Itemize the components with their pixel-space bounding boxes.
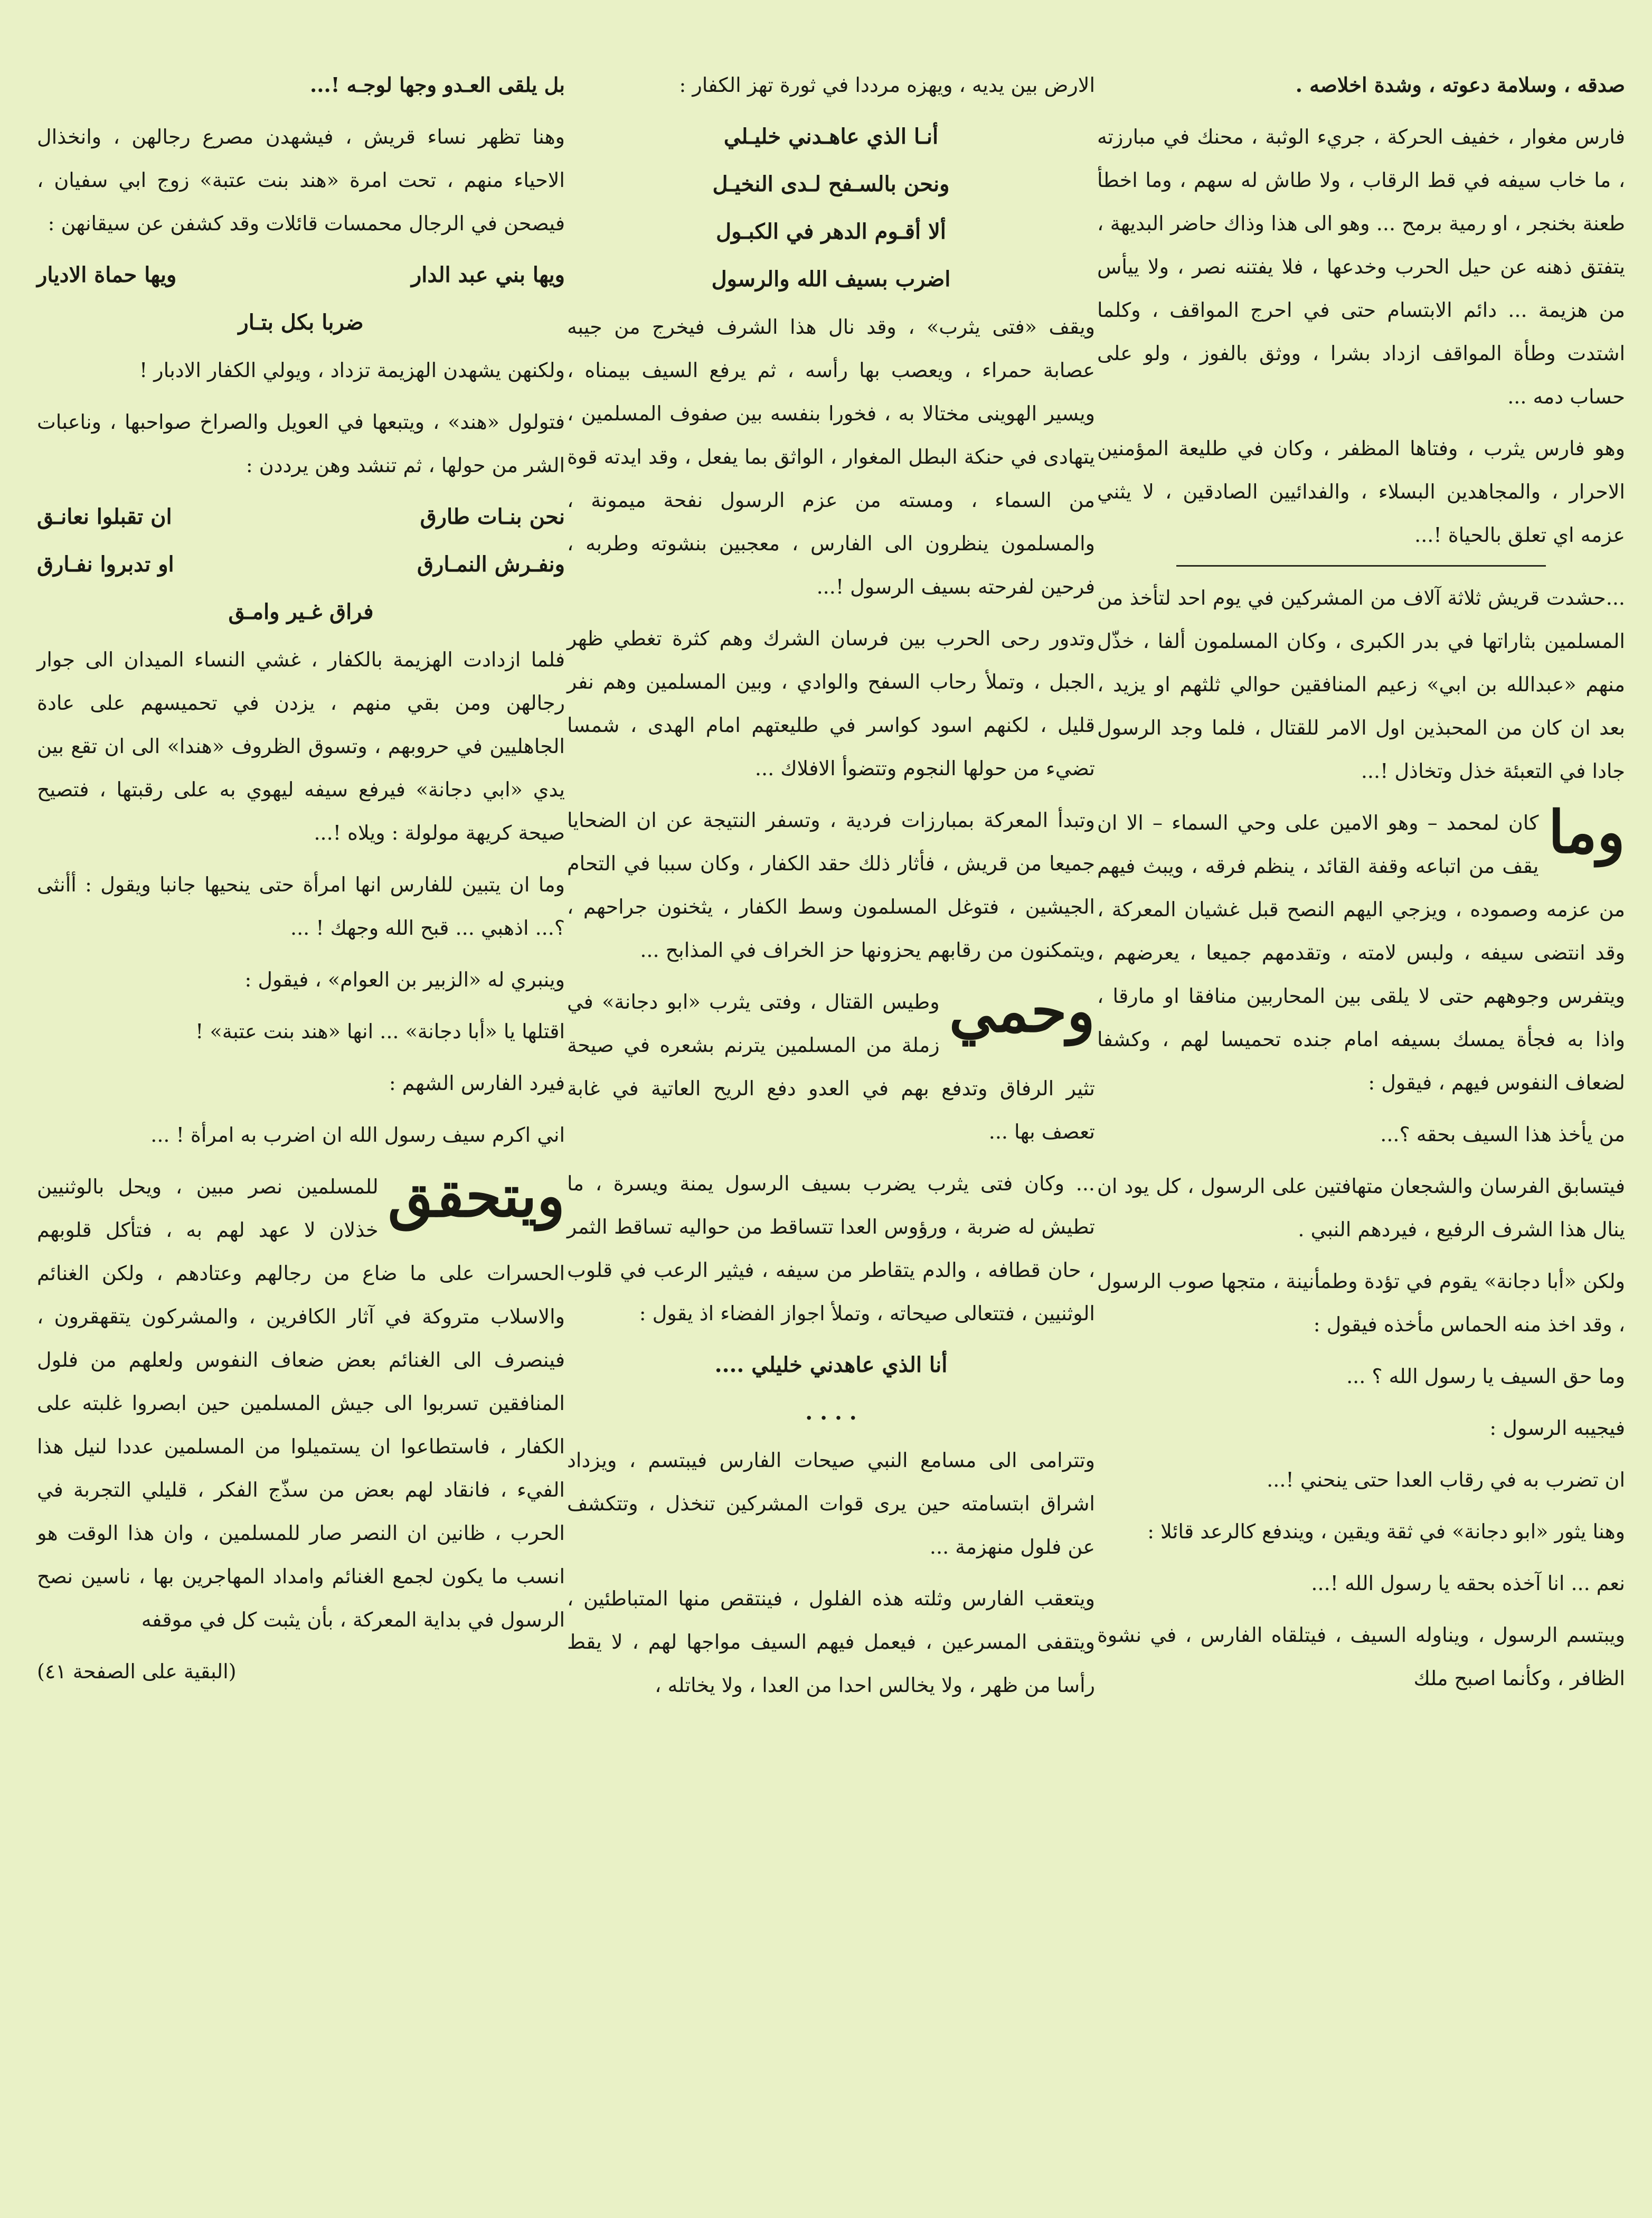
paragraph: ويقف «فتى يثرب» ، وقد نال هذا الشرف فيخرج من جيبه عصابة حمراء ، ويعصب بها رأسه ، ثم يرفع السيف بيمناه ، ويسير الهوينى مختالا به ، فخورا بنفسه بين صفوف المسلمين ، يتهادى في حنكة البطل المغوار ، الواثق بما يفعل ، وقد ايدته قوة من السماء ، ومسته من عزم الرسول نفحة ميمونة ، والمسلمون ينظرون الى الفارس ، معجبين بنشوته وطربه ، فرحين لفرحته بسيف الرسول !... [567,315,1095,598]
verse-line: أنـا الذي عاهـدني خليـلي [723,124,939,149]
paragraph-text: كان لمحمد – وهو الامين على وحي السماء – الا ان يقف من اتباعه وقفة القائد ، ينظم فرقه ، ويبث فيهم من عزمه وصموده ، ويزجي اليهم النصح قبل غشيان المعركة ، وقد انتضى سيفه ، ولبس لامته ، وتقدمهم جميعا ، يعرضهم ، ويتفرس وجوههم حتى لا يلقى بين المحاربين منافقا او مارقا ، واذا به فجأة يمسك بسيفه امام جنده تحميسا لهم ، وكشفا لضعاف النفوس فيهم ، فيقول : [1097,811,1625,1094]
paragraph: ولكن «أبا دجانة» يقوم في تؤدة وطمأنينة ، متجها صوب الرسول ، وقد اخذ منه الحماس مأخذه فيقول : [1097,1270,1625,1336]
paragraph: وتترامى الى مسامع النبي صيحات الفارس فيبتسم ، ويزداد اشراق ابتسامته حين يرى قوات المشركين تنخذل ، وتتكشف عن فلول منهزمة ... [567,1449,1095,1558]
drop-cap: ويتحقق [388,1162,565,1230]
paragraph: وهنا تظهر نساء قريش ، فيشهدن مصرع رجالهن ، وانخذال الاحياء منهم ، تحت امرة «هند بنت عتبة» زوج ابي سفيان ، فيصحن في الرجال محمسات قائلات وقد كشفن عن سيقانهن : [37,125,565,235]
paragraph-text: للمسلمين نصر مبين ، ويحل بالوثنيين خذلان لا عهد لهم به ، فتأكل قلوبهم الحسرات على ما ضاع من رجالهم وعتادهم ، ولكن الغنائم والاسلاب متروكة في آثار الكافرين ، والمشركون يتقهقرون ، فينصرف الى الغنائم بعض ضعاف النفوس ولعلهم من فلول المنافقين تسربوا الى جيش المسلمين حين ابصروا غلبته على الكفار ، فاستطاعوا ان يستميلوا من المسلمين عددا لنيل هذا الفيء ، فانقاد لهم بعض من سذّج الفكر ، قليلي التجربة في الحرب ، ظانين ان النصر صار للمسلمين ، وان هذا الوقت هو انسب ما يكون لجمع الغنائم وامداد المهاجرين بها ، ناسين نصح الرسول في بداية المعركة ، بأن يثبت كل في موقفه [37,1175,565,1631]
paragraph: فارس مغوار ، خفيف الحركة ، جريء الوثبة ، محنك في مبارزته ، ما خاب سيفه في قط الرقاب ، ولا طاش له سهم ، وما اخطأ طعنة بخنجر ، او رمية برمح ... وهو الى هذا وذاك حاضر البديهة ، يتفتق ذهنه عن حيل الحرب وخدعها ، فلا يفتنه نصر ، ولا ييأس من هزيمة ... دائم الابتسام حتى في احرج المواقف ، وكلما اشتدت وطأة المواقف ازداد بشرا ، ووثق بالفوز ، ولو على حساب دمه ... [1097,125,1625,408]
paragraph: فتولول «هند» ، ويتبعها في العويل والصراخ صواحبها ، وناعبات الشر من حولها ، ثم تنشد وهن يرددن : [37,410,565,477]
paragraph: من يأخذ هذا السيف بحقه ؟... [1380,1123,1625,1146]
paragraph [37,1162,565,1641]
paragraph-text: وطيس القتال ، وفتى يثرب «ابو دجانة» في زملة من المسلمين يترنم بشعره في صيحة تثير الرفاق وتدفع بهم في العدو دفع الريح العاتية في غابة تعصف بها ... [567,990,1096,1143]
paragraph: وتدور رحى الحرب بين فرسان الشرك وهم كثرة تغطي ظهر الجبل ، وتملأ رحاب السفح والوادي ، وبين المسلمين وهم نفر قليل ، لكنهم اسود كواسر في طليعتهم امام الهدى ، شمسا تضيء من حولها النجوم وتتضوأ الافلاك ... [567,627,1095,780]
paragraph: ...حشدت قريش ثلاثة آلاف من المشركين في يوم احد لتأخذ من المسلمين بثاراتها في بدر الكبرى ، وكان المسلمون ألفا ، خذّل منهم «عبدالله بن ابي» زعيم المنافقين حوالي ثلثهم او يزيد ، بعد ان كان من المحبذين اول الامر للقتال ، فلما وجد الرسول جادا في التعبئة خذل وتخاذل !... [1097,586,1625,783]
verse-hemistich: او تدبروا نفـارق [37,552,174,577]
paragraph: ولكنهن يشهدن الهزيمة تزداد ، ويولي الكفار الادبار ! [139,359,565,382]
verse-line: أنا الذي عاهدني خليلي .... [714,1352,948,1377]
paragraph: وما حق السيف يا رسول الله ؟ ... [1346,1365,1625,1388]
verse-hemistich: ان تقبلوا نعانـق [37,504,172,529]
drop-cap: وحمي [949,977,1095,1045]
paragraph: نعم ... انا آخذه بحقه يا رسول الله !... [1311,1572,1625,1595]
verse-hemistich: نحن بنـات طارق [420,504,565,529]
paragraph: وينبري له «الزبير بن العوام» ، فيقول : [244,968,565,991]
paragraph [567,977,1096,1153]
paragraph: فيتسابق الفرسان والشجعان متهافتين على الرسول ، كل يود ان ينال هذا الشرف الرفيع ، فيردهم النبي . [1097,1174,1625,1241]
verse-line: ألا أقـوم الدهر في الكبـول [716,219,946,244]
paragraph: صدقه ، وسلامة دعوته ، وشدة اخلاصه . [1295,73,1625,97]
verse-row [37,543,565,586]
paragraph: بل يلقى العـدو وجها لوجـه !... [310,73,565,97]
ellipsis: . . . . [805,1400,857,1425]
column-left [37,63,565,2155]
paragraph: ويتعقب الفارس وثلته هذه الفلول ، فينتقص منها المتباطئين ، ويتقفى المسرعين ، فيعمل فيهم السيف مواجها لهم ، لا يقط رأسا من ظهر ، ولا يخالس احدا من العدا ، ولا يخاتله ، [567,1587,1095,1697]
paragraph: فيرد الفارس الشهم : [389,1072,565,1095]
column-middle [567,63,1095,2155]
continued-note: (البقية على الصفحة ٤١) [37,1660,237,1683]
verse-hemistich: ويها بني عبد الدار [411,262,565,287]
drop-cap: وما [1548,798,1625,866]
paragraph [1097,798,1625,1104]
paragraph: وهو فارس يثرب ، وفتاها المظفر ، وكان في طليعة المؤمنين الاحرار ، والمجاهدين البسلاء ، والفدائيين الصادقين ، لا يثني عزمه اي تعلق بالحياة !... [1097,437,1625,547]
paragraph: ان تضرب به في رقاب العدا حتى ينحني !... [1267,1468,1625,1491]
paragraph: ... وكان فتى يثرب يضرب بسيف الرسول يمنة ويسرة ، ما تطيش له ضربة ، ورؤوس العدا تتساقط من حواليه تساقط الثمر ، حان قطافه ، والدم يتقاطر من سيفه ، فيثير الرعب في قلوب الوثنيين ، فتتعالى صيحاته ، وتملأ اجواز الفضاء اذ يقول : [567,1172,1095,1325]
paragraph: فيجيبه الرسول : [1489,1416,1625,1440]
paragraph: وما ان يتبين للفارس انها امرأة حتى ينحيها جانبا ويقول : أأنثى ؟... اذهبي ... قبح الله وجهك ! ... [37,873,565,939]
paragraph: وتبدأ المعركة بمبارزات فردية ، وتسفر النتيجة عن ان الضحايا جميعا من قريش ، فأثار ذلك حقد الكفار ، وكان سببا في التحام الجيشين ، فتوغل المسلمون وسط الكفار ، يثخنون جراحهم ، ويتمكنون من رقابهم يحزونها حز الخراف في المذابح ... [567,809,1095,962]
verse-row [37,495,565,539]
verse-hemistich: ويها حماة الاديار [37,262,177,287]
verse-hemistich: ونفـرش النمـارق [417,552,565,577]
verse-line: اضرب بسيف الله والرسول [711,267,951,292]
paragraph: فلما ازدادت الهزيمة بالكفار ، غشي النساء الميدان الى جوار رجالهن ومن بقي منهم ، يزدن في تحميسهم على عادة الجاهليين في حروبهم ، وتسوق الظروف «هندا» الى ان تقع بين يدي «ابي دجانة» فيرفع سيفه ليهوي به على رقبتها ، فتصيح صيحة كريهة مولولة : ويلاه !... [37,648,565,844]
divider [1176,565,1546,567]
paragraph: اقتلها يا «أبا دجانة» ... انها «هند بنت عتبة» ! [195,1020,565,1043]
verse-line: ضربا بكل بتـار [238,310,364,335]
paragraph: ويبتسم الرسول ، ويناوله السيف ، فيتلقاه الفارس ، في نشوة الظافر ، وكأنما اصبح ملك [1097,1623,1625,1690]
verse-line: ونحن بالسـفح لـدى النخيـل [712,172,950,196]
paragraph: الارض بين يديه ، ويهزه مرددا في ثورة تهز الكفار : [679,73,1095,97]
paragraph: اني اكرم سيف رسول الله ان اضرب به امرأة ! ... [150,1123,565,1146]
paragraph: وهنا يثور «ابو دجانة» في ثقة ويقين ، ويندفع كالرعد قائلا : [1147,1520,1625,1543]
column-right [1097,63,1625,2155]
verse-row [37,253,565,297]
verse-line: فراق غـير وامـق [228,599,374,624]
